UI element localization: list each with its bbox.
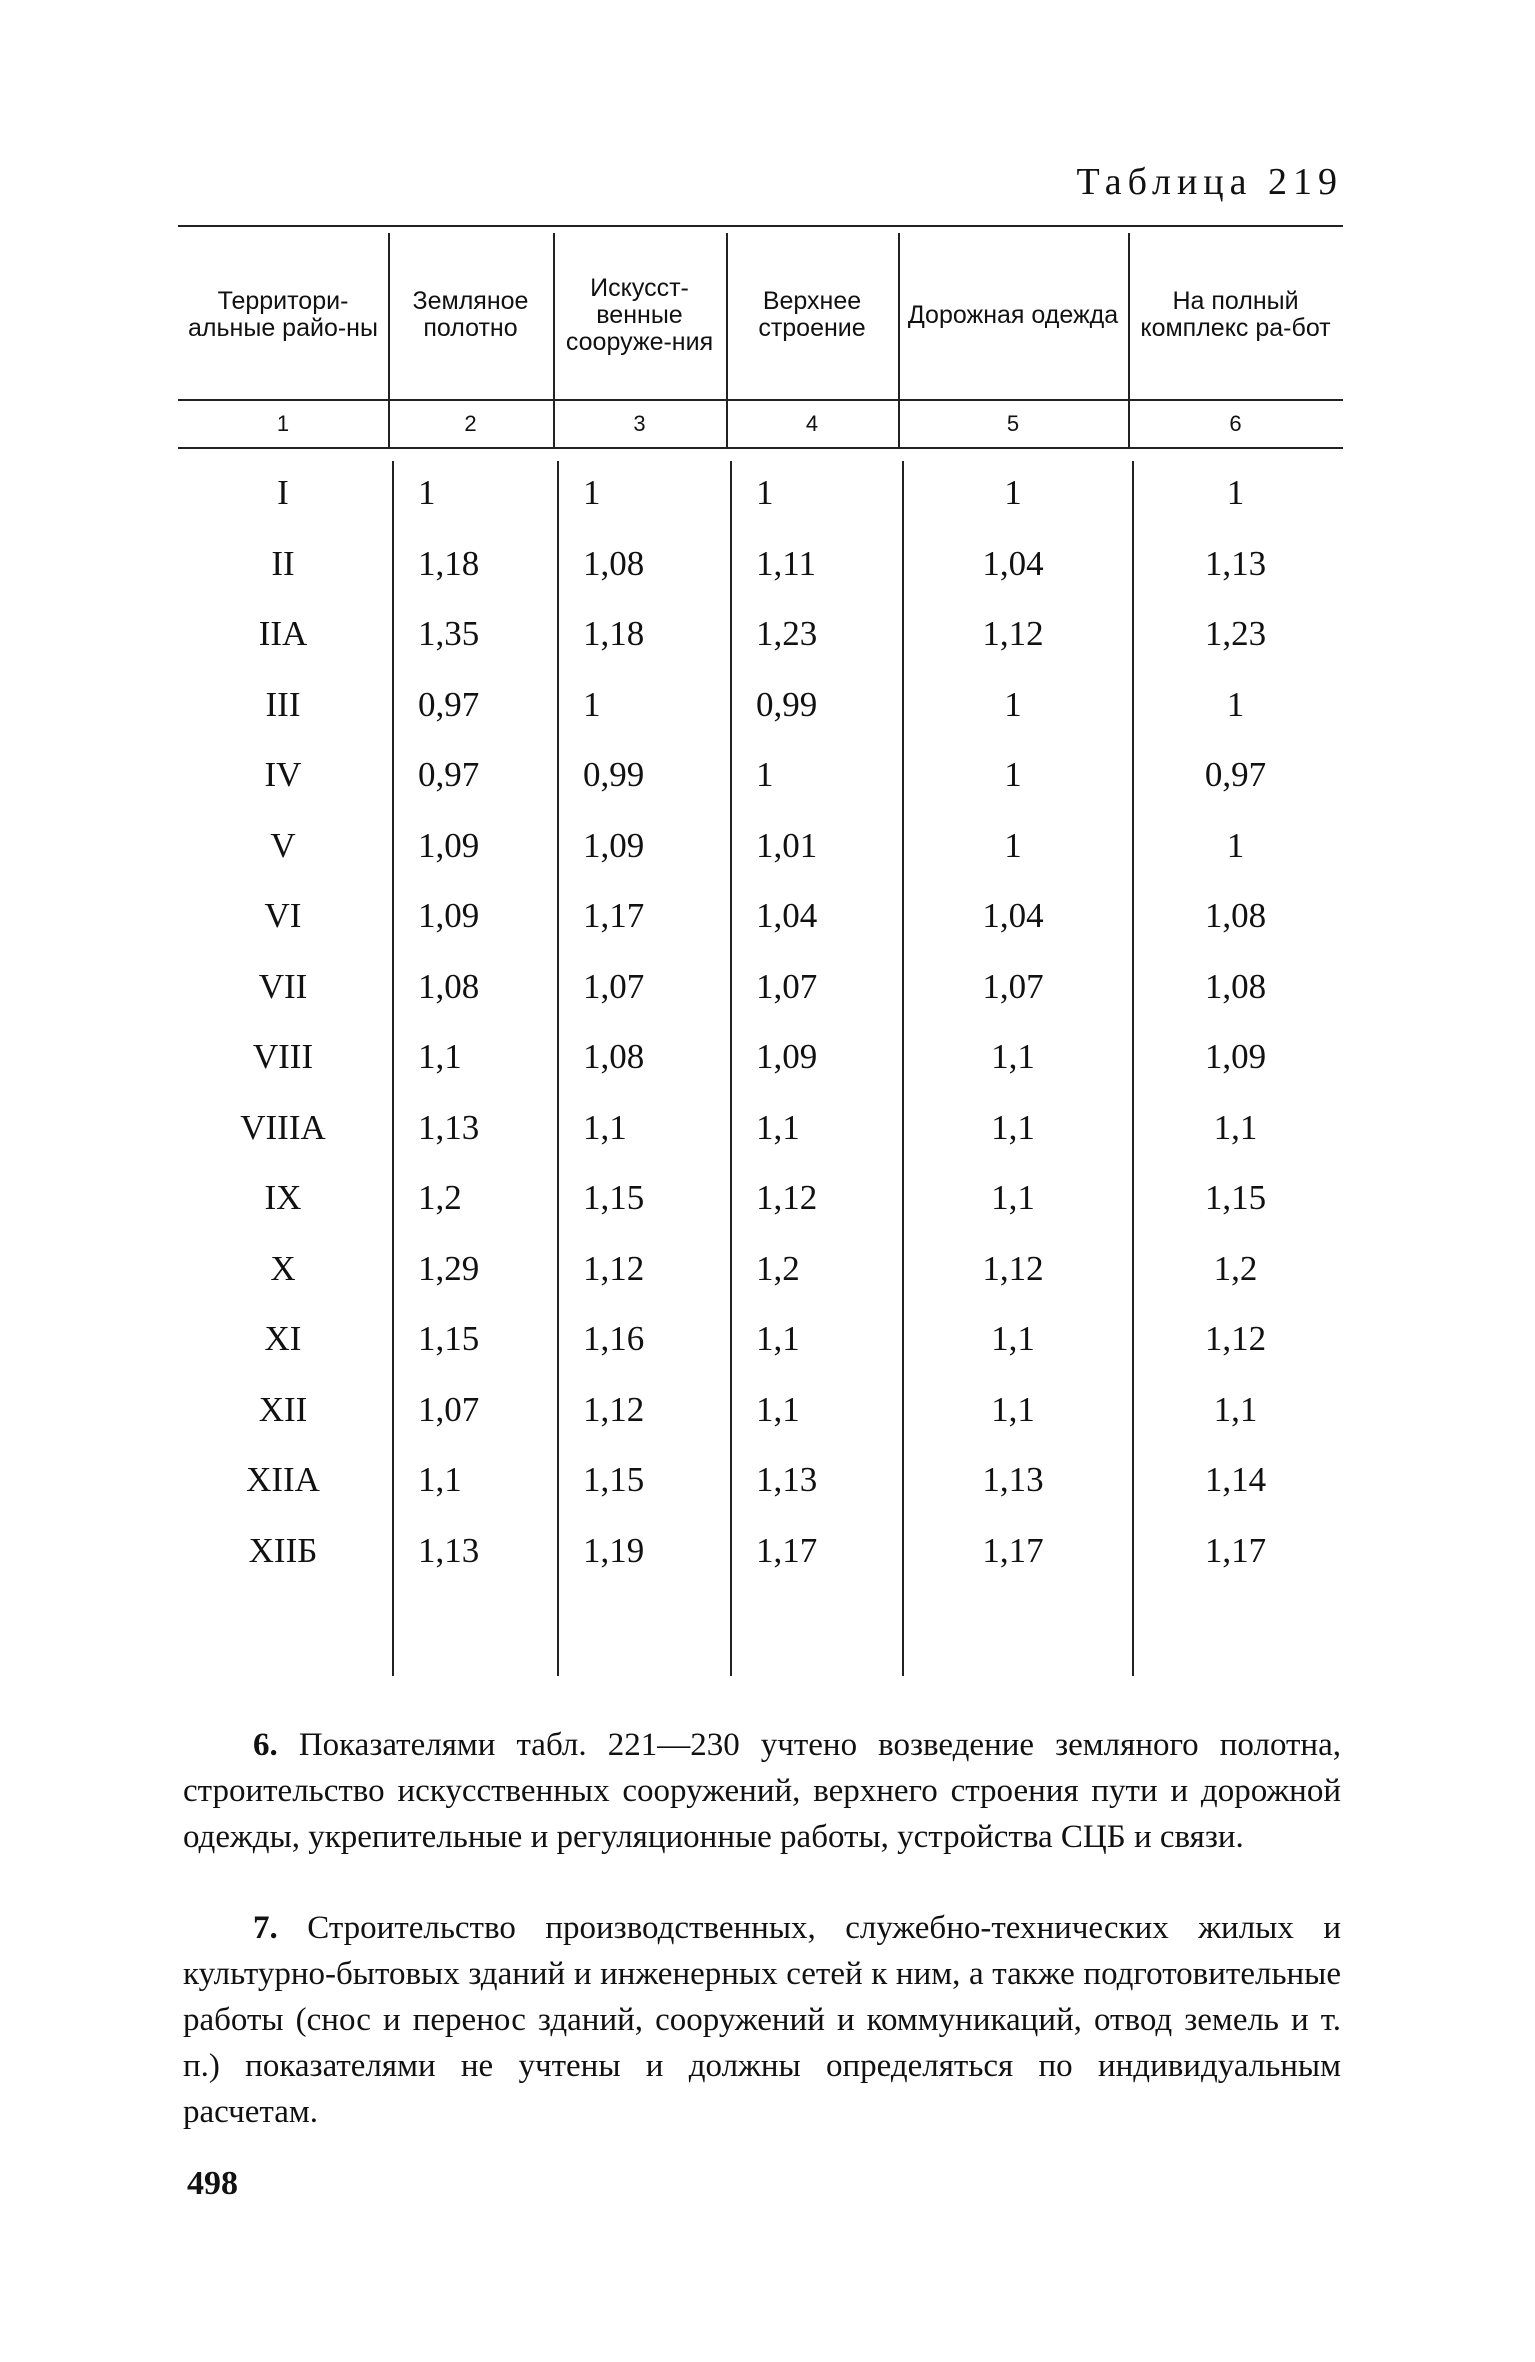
body-column-divider (392, 461, 394, 1676)
value-cell: 1,08 (583, 543, 645, 583)
value-cell: 1,04 (756, 896, 818, 935)
value-cell: 1,12 (982, 1248, 1044, 1288)
paragraph-6 (183, 1722, 1341, 1860)
region-cell: XIIA (246, 1460, 320, 1499)
paragraph-6-number: 6. (253, 1727, 278, 1763)
body-column-divider (557, 461, 559, 1676)
value-cell: 1,13 (418, 1107, 480, 1147)
value-cell: 1,1 (991, 1107, 1035, 1147)
value-cell: 1,1 (583, 1107, 627, 1147)
value-cell: 1,11 (756, 543, 816, 583)
value-cell: 1,09 (583, 825, 645, 865)
value-cell: 1,23 (1204, 614, 1267, 653)
value-cell: 1,19 (583, 1530, 645, 1570)
region-cell: V (270, 825, 296, 865)
value-cell: 1,12 (1204, 1319, 1267, 1358)
paragraph-7-number: 7. (253, 1910, 278, 1946)
value-cell: 1,17 (982, 1530, 1044, 1570)
value-cell: 1,12 (583, 1389, 645, 1429)
value-cell: 1,04 (982, 896, 1044, 935)
value-cell: 1,1 (1213, 1389, 1258, 1429)
table-top-rule (178, 225, 1343, 227)
column-number-rule (178, 447, 1343, 449)
value-cell: 1,15 (583, 1178, 645, 1217)
value-cell: 1,13 (756, 1460, 818, 1499)
value-cell: 1,07 (756, 966, 818, 1006)
value-cell: 1,12 (583, 1248, 645, 1288)
value-cell: 1 (1004, 473, 1022, 512)
paragraph-6-text: Показателями табл. 221—230 учтено возведение земляного полотна, строительство искусственных сооружений, верхнего строения пути и дорожной одежды, укрепительные и регуляционные работы, устройства СЦБ и связи. (183, 1727, 1341, 1855)
value-cell: 1,08 (583, 1037, 645, 1076)
paragraph-7-text: Строительство производственных, служебно-технических жилых и культурно-бытовых зданий и инженерных сетей к ним, а также подготовительные работы (снос и перенос зданий, сооружений и коммуникаций, отвод земель и т. п.) показателями не учтены и должны определяться по индивидуальным расчетам. (183, 1910, 1342, 2130)
value-cell: 1,23 (756, 614, 818, 653)
value-cell: 1 (1226, 684, 1245, 724)
region-cell: II (271, 543, 295, 583)
value-cell: 1,17 (756, 1530, 818, 1570)
column-number: 2 (464, 411, 477, 436)
value-cell: 1,17 (1204, 1530, 1267, 1570)
column-header: Земляное полотно (412, 287, 529, 342)
column-header: Территори-альные райо-ны (188, 287, 378, 342)
value-cell: 0,97 (418, 755, 480, 794)
value-cell: 1,35 (418, 614, 480, 653)
value-cell: 1,01 (756, 825, 818, 865)
value-cell: 1,1 (756, 1319, 800, 1358)
value-cell: 1,1 (418, 1037, 462, 1076)
value-cell: 1,1 (756, 1389, 800, 1429)
value-cell: 1 (756, 473, 774, 512)
region-cell: VI (264, 896, 302, 935)
value-cell: 1 (1226, 473, 1245, 512)
value-cell: 1,1 (991, 1178, 1035, 1217)
value-cell: 1,13 (1204, 543, 1267, 583)
value-cell: 1,07 (418, 1389, 480, 1429)
value-cell: 0,99 (756, 684, 818, 724)
value-cell: 1,16 (583, 1319, 645, 1358)
value-cell: 1,1 (991, 1319, 1035, 1358)
value-cell: 1,09 (1204, 1037, 1267, 1076)
value-cell: 1,09 (756, 1037, 818, 1076)
value-cell: 1,13 (418, 1530, 480, 1570)
paragraph-7 (183, 1905, 1341, 2135)
column-header: Дорожная одежда (907, 300, 1119, 329)
value-cell: 1,15 (583, 1460, 645, 1499)
column-number: 1 (276, 411, 290, 436)
column-header: На полный комплекс ра-бот (1140, 287, 1331, 342)
value-cell: 0,97 (418, 684, 480, 724)
value-cell: 1,1 (991, 1037, 1035, 1076)
value-cell: 1 (1004, 825, 1022, 865)
value-cell: 1,29 (418, 1248, 480, 1288)
region-cell: XII (258, 1389, 308, 1429)
region-cell: III (265, 684, 301, 724)
value-cell: 1,09 (418, 825, 480, 865)
value-cell: 1,13 (982, 1460, 1044, 1499)
value-cell: 1,2 (1213, 1248, 1258, 1288)
region-cell: VII (258, 966, 308, 1006)
value-cell: 1 (1004, 755, 1022, 794)
value-cell: 1 (418, 473, 436, 512)
region-cell: XI (264, 1319, 302, 1358)
column-number: 6 (1229, 411, 1242, 436)
value-cell: 1,09 (418, 896, 480, 935)
table-caption: Таблица 219 (1076, 161, 1343, 203)
value-cell: 1,18 (583, 614, 645, 653)
value-cell: 1,08 (418, 966, 480, 1006)
value-cell: 1,2 (756, 1248, 800, 1288)
page-number: 498 (187, 2165, 238, 2202)
header-rule (178, 399, 1343, 401)
value-cell: 1 (583, 684, 601, 724)
region-cell: I (277, 473, 289, 512)
value-cell: 0,97 (1204, 755, 1267, 794)
value-cell: 1 (583, 473, 601, 512)
value-cell: 1,1 (418, 1460, 462, 1499)
value-cell: 1,2 (418, 1178, 462, 1217)
column-header: Искусст-венные сооруже-ния (565, 273, 714, 356)
value-cell: 1,08 (1204, 966, 1267, 1006)
value-cell: 1,1 (1213, 1107, 1258, 1147)
value-cell: 1,08 (1204, 896, 1267, 935)
region-cell: XIIБ (248, 1530, 318, 1570)
value-cell: 1,1 (756, 1107, 800, 1147)
value-cell: 1,14 (1204, 1460, 1267, 1499)
column-number: 3 (633, 411, 646, 436)
column-number: 5 (1006, 411, 1020, 436)
value-cell: 1,15 (1204, 1178, 1267, 1217)
value-cell: 0,99 (583, 755, 645, 794)
column-header: Верхнее строение (758, 287, 866, 342)
region-cell: IV (264, 755, 302, 794)
value-cell: 1,18 (418, 543, 480, 583)
value-cell: 1,12 (756, 1178, 818, 1217)
column-number: 4 (805, 411, 819, 436)
region-cell: VIIIA (240, 1107, 326, 1147)
data-table (178, 225, 1343, 1675)
value-cell: 1 (1004, 684, 1022, 724)
value-cell: 1,07 (583, 966, 645, 1006)
value-cell: 1 (1226, 825, 1245, 865)
value-cell: 1,1 (991, 1389, 1035, 1429)
region-cell: IX (264, 1178, 302, 1217)
value-cell: 1 (756, 755, 774, 794)
value-cell: 1,04 (982, 543, 1044, 583)
value-cell: 1,17 (583, 896, 645, 935)
value-cell: 1,12 (982, 614, 1044, 653)
value-cell: 1,15 (418, 1319, 480, 1358)
region-cell: IIA (258, 614, 308, 653)
value-cell: 1,07 (982, 966, 1044, 1006)
region-cell: VIII (252, 1037, 314, 1076)
region-cell: X (270, 1248, 296, 1288)
body-column-divider (730, 461, 732, 1676)
